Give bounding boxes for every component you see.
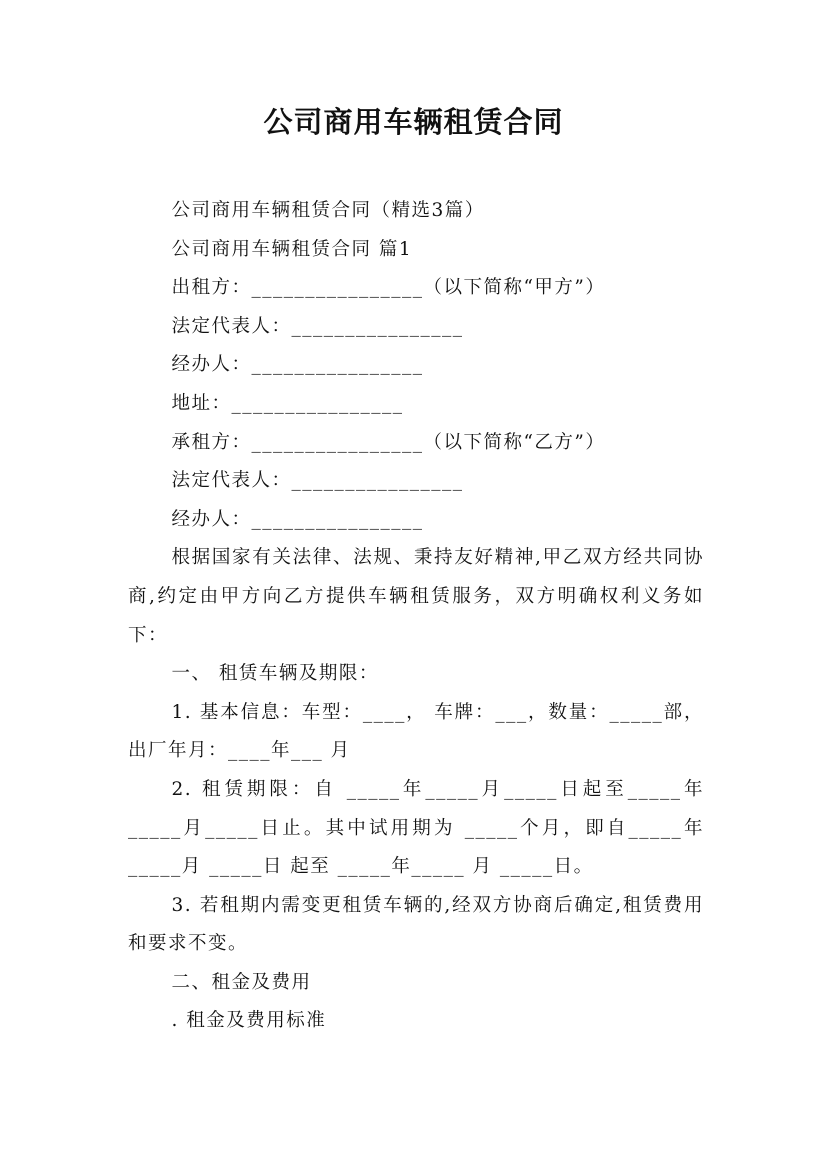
- paragraph: 经办人：________________: [171, 354, 424, 376]
- paragraph: 3. 若租期内需变更租赁车辆的,经双方协商后确定,租赁费用和要求不变。: [128, 894, 704, 955]
- paragraph: . 租金及费用标准: [171, 1010, 327, 1032]
- paragraph: 法定代表人：________________: [171, 470, 464, 492]
- paragraph: 公司商用车辆租赁合同（精选3篇）: [171, 200, 485, 221]
- paragraph: 经办人：________________: [171, 508, 424, 530]
- document-body: [128, 192, 712, 1041]
- paragraph: 二、租金及费用: [171, 971, 312, 993]
- paragraph: 2. 租赁期限：自 _____年_____月_____日起至_____年_____月_____日止。其中试用期为 _____个月，即自_____年 _____月 _____日 起至 _____年_____ 月 _____日。: [128, 778, 712, 878]
- paragraph: 出租方：________________（以下简称“甲方”）: [171, 277, 606, 299]
- paragraph: 地址：________________: [171, 392, 404, 414]
- document-title: 公司商用车辆租赁合同: [263, 105, 564, 139]
- paragraph: 法定代表人：________________: [171, 315, 464, 337]
- paragraph: 根据国家有关法律、法规、秉持友好精神,甲乙双方经共同协商,约定由甲方向乙方提供车辆租赁服务，双方明确权利义务如下：: [128, 547, 704, 646]
- paragraph: 一、 租赁车辆及期限：: [171, 663, 379, 685]
- paragraph: 公司商用车辆租赁合同 篇1: [171, 238, 413, 260]
- paragraph: 1. 基本信息：车型：____， 车牌：___，数量：_____部，出厂年月：____年___ 月: [128, 701, 704, 762]
- paragraph: 承租方：________________（以下简称“乙方”）: [171, 431, 606, 453]
